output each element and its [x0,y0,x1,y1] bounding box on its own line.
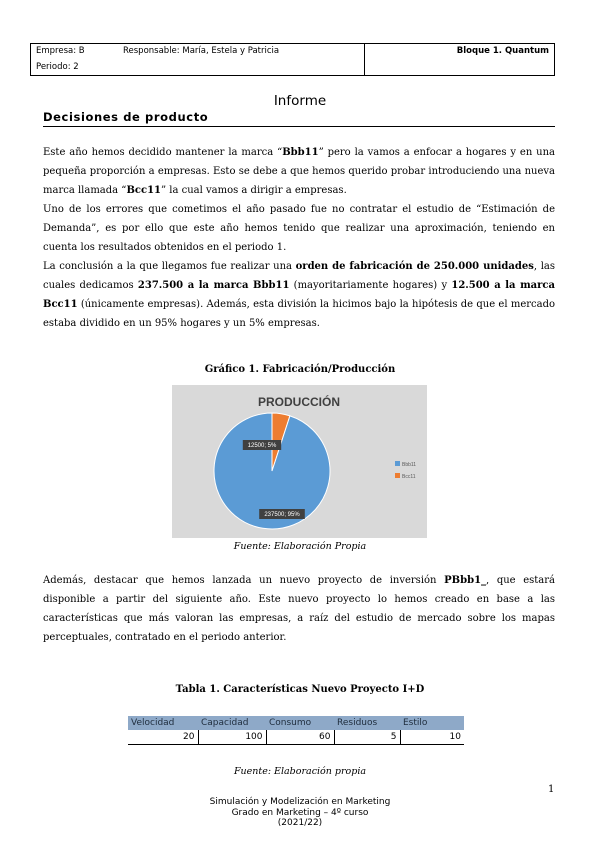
table-value-cell: 100 [198,730,266,745]
data-label: 237500; 95% [264,512,300,518]
figure-source: Fuente: Elaboración Propia [233,541,367,552]
page-footer [0,797,600,829]
table-header-cell: Capacidad [198,716,266,730]
header-company: Empresa: B [36,46,85,56]
characteristics-table [128,716,464,745]
table-value-cell: 60 [266,730,334,745]
bold-text-run: Bbb11 [282,147,319,158]
table-value-cell: 10 [400,730,464,745]
paragraph-4 [43,571,555,647]
text-run: (mayoritariamente hogares) y [289,280,452,291]
table-header-cell: Residuos [334,716,400,730]
bold-text-run: 12.500 a la marca Bcc11 [43,280,555,310]
data-label: 12500; 5% [247,443,277,449]
legend-swatch [395,473,400,478]
text-run: ” la cual vamos a dirigir a empresas. [160,185,347,196]
text-run: (únicamente empresas). Además, esta división la hicimos bajo la hipótesis de que el mercado estaba dividido en un 95% hogares y un 5% empresas. [43,299,555,329]
table-value-cell: 5 [334,730,400,745]
bold-text-run: Bcc11 [126,185,161,196]
header-divider [364,44,365,75]
section-title: Decisiones de producto [43,110,209,124]
text-run: Además, destacar que hemos lanzada un nuevo proyecto de inversión [43,575,445,586]
pie-chart-svg [172,385,427,538]
table-header-cell: Estilo [400,716,464,730]
text-run: , que estará disponible a partir del siguiente año. Este nuevo proyecto lo hemos creado en base a las características que más valoran las empresas, a raíz del estudio de mercado sobre los mapas perceptuales, contratado en el periodo anterior. [43,575,555,643]
legend-swatch [395,461,400,466]
table-source: Fuente: Elaboración propia [233,766,367,777]
paragraph-1 [43,143,555,200]
production-pie-chart [172,385,427,538]
paragraph-2 [43,200,555,257]
table-value-cell: 20 [128,730,198,745]
footer-line: (2021/22) [277,818,323,828]
bold-text-run: PBbb1_ [444,575,487,586]
legend-label: Bbb11 [402,462,417,468]
text-run: Este año hemos decidido mantener la marca “ [43,147,283,158]
table-header-cell: Velocidad [128,716,198,730]
chart-legend [395,461,416,480]
table-header-cell: Consumo [266,716,334,730]
text-run: La conclusión a la que llegamos fue realizar una [43,261,296,272]
footer-line: Simulación y Modelización en Marketing [209,797,391,807]
header-block: Bloque 1. Quantum [456,46,549,56]
figure-caption: Gráfico 1. Fabricación/Producción [204,364,396,375]
chart-title: PRODUCCIÓN [257,395,341,409]
pie-group [214,413,330,529]
bold-text-run: 237.500 a la marca Bbb11 [137,280,290,291]
header-period: Periodo: 2 [36,62,79,72]
table-caption: Tabla 1. Características Nuevo Proyecto I+D [175,684,425,695]
document-header [30,43,555,76]
section-divider [43,126,555,127]
footer-line: Grado en Marketing – 4º curso [231,807,369,818]
header-responsible: Responsable: María, Estela y Patricia [123,46,280,56]
text-run: ” pero la vamos a enfocar a hogares y en una pequeña proporción a empresas. Esto se debe a que hemos querido probar introduciendo una nueva marca llamada “ [43,147,555,196]
page-number: 1 [548,784,555,795]
legend-label: Bcc11 [402,474,416,480]
text-run: , las cuales dedicamos [43,261,555,291]
page-title: Informe [273,93,327,109]
bold-text-run: orden de fabricación de 250.000 unidades [295,261,534,272]
paragraph-3 [43,257,555,333]
text-run: Uno de los errores que cometimos el año pasado fue no contratar el estudio de “Estimación de Demanda”, es por ello que este año hemos tenido que realizar una aproximación, teniendo en cuenta los resultados obtenidos en el periodo 1. [43,204,555,253]
